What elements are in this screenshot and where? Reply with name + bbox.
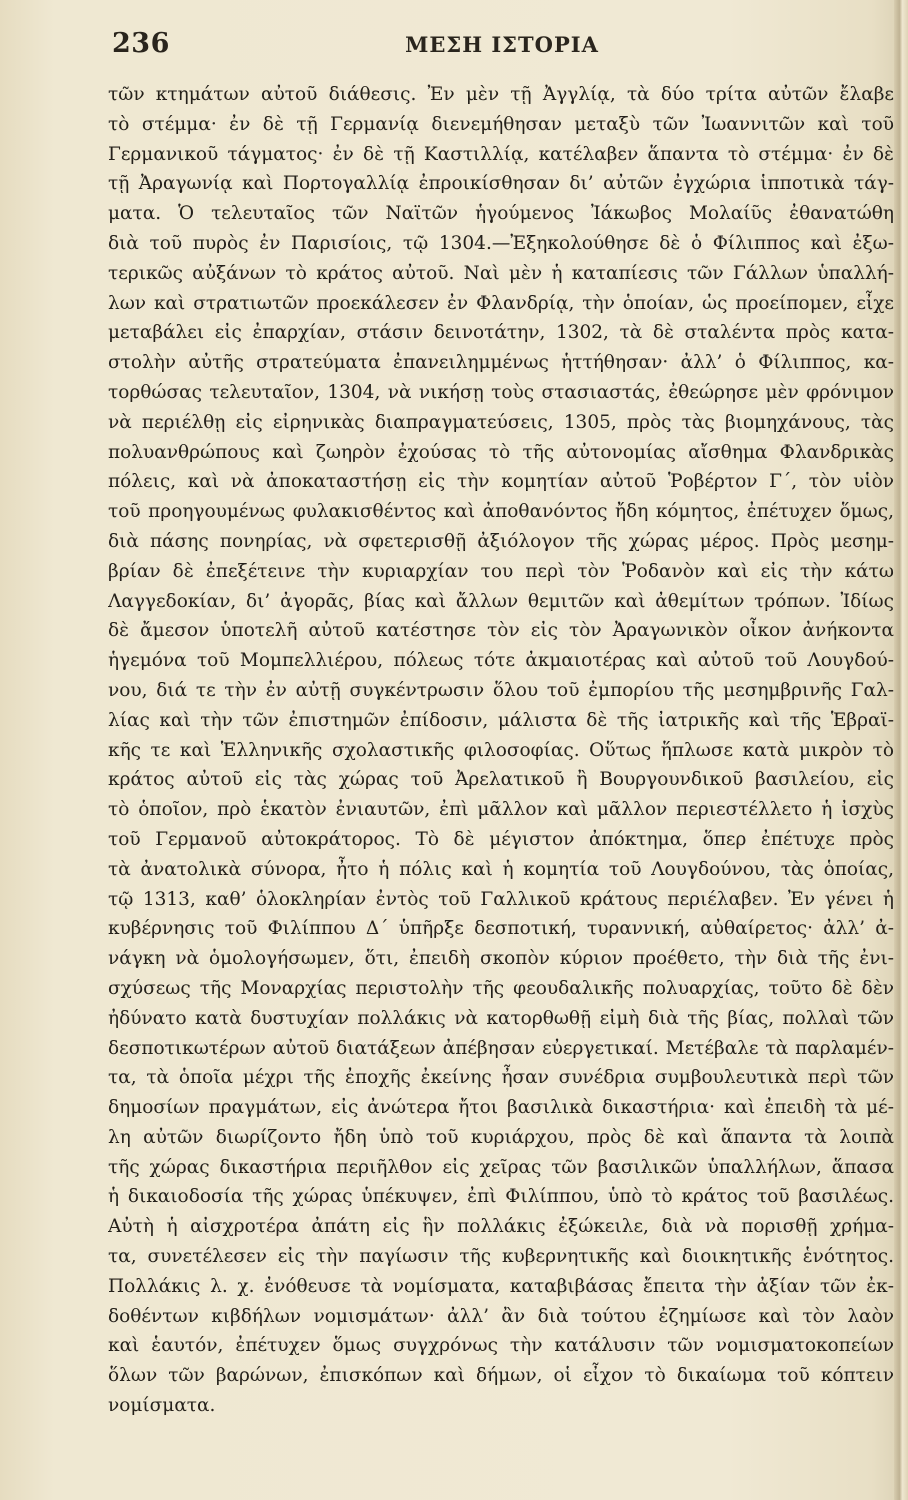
text-line: τῷ 1313, καθ’ ὁλοκληρίαν ἐντὸς τοῦ Γαλλικοῦ κράτους περιέλαβεν. Ἐν γένει ἡ — [108, 888, 894, 910]
page-edge — [894, 0, 908, 1500]
text-line: κράτος αὐτοῦ εἰς τὰς χώρας τοῦ Ἀρελατικοῦ ἢ Βουργουνδικοῦ βασιλείου, εἰς — [108, 769, 894, 791]
text-line: δὲ ἄμεσον ὑποτελῆ αὐτοῦ κατέστησε τὸν εἰς τὸν Ἀραγωνικὸν οἶκον ἀνήκοντα — [108, 620, 894, 642]
text-line: διὰ τοῦ πυρὸς ἐν Παρισίοις, τῷ 1304.—Ἐξηκολούθησε δὲ ὁ Φίλιππος καὶ ἐξω- — [108, 232, 894, 254]
text-line: στολὴν αὐτῆς στρατεύματα ἐπανειλημμένως ἡττήθησαν· ἀλλ’ ὁ Φίλιππος, κα- — [108, 352, 894, 374]
text-line: Λαγγεδοκίαν, δι’ ἀγορᾶς, βίας καὶ ἄλλων θεμιτῶν καὶ ἀθεμίτων τρόπων. Ἰδίως — [108, 590, 894, 612]
text-line: ἡ δικαιοδοσία τῆς χώρας ὑπέκυψεν, ἐπὶ Φιλίππου, ὑπὸ τὸ κράτος τοῦ βασιλέως. — [108, 1186, 894, 1208]
text-line: νάγκη νὰ ὁμολογήσωμεν, ὅτι, ἐπειδὴ σκοπὸν κύριον προέθετο, τὴν διὰ τῆς ἐνι- — [108, 948, 894, 970]
text-line: Γερμανικοῦ τάγματος· ἐν δὲ τῇ Καστιλλίᾳ, κατέλαβεν ἅπαντα τὸ στέμμα· ἐν δὲ — [108, 143, 894, 165]
text-line: λων καὶ στρατιωτῶν προεκάλεσεν ἐν Φλανδρίᾳ, τὴν ὁποίαν, ὡς προείπομεν, εἶχε — [108, 292, 894, 314]
text-line: πόλεις, καὶ νὰ ἀποκαταστήσῃ εἰς τὴν κομητίαν αὐτοῦ Ῥοβέρτον Γ΄, τὸν υἱὸν — [108, 471, 894, 493]
text-line: διὰ πάσης πονηρίας, νὰ σφετερισθῇ ἀξιόλογον τῆς χώρας μέρος. Πρὸς μεσημ- — [108, 530, 894, 552]
text-line: λη αὐτῶν διωρίζοντο ἤδη ὑπὸ τοῦ κυριάρχου, πρὸς δὲ καὶ ἅπαντα τὰ λοιπὰ — [108, 1126, 894, 1148]
text-line: τῇ Ἀραγωνίᾳ καὶ Πορτογαλλίᾳ ἐπροικίσθησαν δι’ αὐτῶν ἐγχώρια ἱπποτικὰ τάγ- — [108, 173, 894, 195]
text-line: τοῦ προηγουμένως φυλακισθέντος καὶ ἀποθανόντος ἤδη κόμητος, ἐπέτυχεν ὅμως, — [108, 501, 894, 523]
text-line: τὸ ὁποῖον, πρὸ ἑκατὸν ἐνιαυτῶν, ἐπὶ μᾶλλον καὶ μᾶλλον περιεστέλλετο ἡ ἰσχὺς — [108, 799, 894, 821]
text-line: τῶν κτημάτων αὐτοῦ διάθεσις. Ἐν μὲν τῇ Ἀγγλίᾳ, τὰ δύο τρίτα αὐτῶν ἔλαβε — [108, 84, 894, 105]
text-line: νου, διά τε τὴν ἐν αὐτῇ συγκέντρωσιν ὅλου τοῦ ἐμπορίου τῆς μεσημβρινῆς Γαλ- — [108, 679, 894, 701]
text-line: τῆς χώρας δικαστήρια περιῆλθον εἰς χεῖρας τῶν βασιλικῶν ὑπαλλήλων, ἅπασα — [108, 1156, 894, 1178]
text-line: ὅλων τῶν βαρώνων, ἐπισκόπων καὶ δήμων, οἱ εἶχον τὸ δικαίωμα τοῦ κόπτειν — [108, 1365, 894, 1387]
body-text — [108, 80, 894, 1421]
page-number: 236 — [112, 28, 170, 59]
text-line: μεταβάλει εἰς ἐπαρχίαν, στάσιν δεινοτάτην, 1302, τὰ δὲ σταλέντα πρὸς κατα- — [108, 322, 894, 344]
text-line: λίας καὶ τὴν τῶν ἐπιστημῶν ἐπίδοσιν, μάλιστα δὲ τῆς ἰατρικῆς καὶ τῆς Ἑβραϊ- — [108, 709, 894, 731]
text-line: ματα. Ὁ τελευταῖος τῶν Ναϊτῶν ἡγούμενος Ἰάκωβος Μολαίῦς ἐθανατώθη — [108, 203, 894, 225]
running-title: ΜΕΣΗ ΙΣΤΟΡΙΑ — [405, 32, 599, 57]
text-line: Πολλάκις λ. χ. ἐνόθευσε τὰ νομίσματα, καταβιβάσας ἔπειτα τὴν ἀξίαν τῶν ἐκ- — [108, 1275, 894, 1297]
text-line: δημοσίων πραγμάτων, εἰς ἀνώτερα ἤτοι βασιλικὰ δικαστήρια· καὶ ἐπειδὴ τὰ μέ- — [108, 1097, 894, 1119]
page-header — [112, 28, 892, 68]
text-line: τορθώσας τελευταῖον, 1304, νὰ νικήσῃ τοὺς στασιαστάς, ἐθεώρησε μὲν φρόνιμον — [108, 381, 894, 403]
text-line: δεσποτικωτέρων αὐτοῦ διατάξεων ἀπέβησαν εὐεργετικαί. Μετέβαλε τὰ παρλαμέν- — [108, 1037, 894, 1059]
text-line: δοθέντων κιβδήλων νομισμάτων· ἀλλ’ ἂν διὰ τούτου ἐζημίωσε καὶ τὸν λαὸν — [108, 1305, 894, 1327]
text-line: κῆς τε καὶ Ἑλληνικῆς σχολαστικῆς φιλοσοφίας. Οὕτως ἥπλωσε κατὰ μικρὸν τὸ — [108, 739, 894, 761]
text-line: τα, τὰ ὁποῖα μέχρι τῆς ἐποχῆς ἐκείνης ἦσαν συνέδρια συμβουλευτικὰ περὶ τῶν — [108, 1067, 894, 1089]
text-line: τὸ στέμμα· ἐν δὲ τῇ Γερμανίᾳ διενεμήθησαν μεταξὺ τῶν Ἰωαννιτῶν καὶ τοῦ — [108, 113, 894, 135]
text-line: σχύσεως τῆς Μοναρχίας περιστολὴν τῆς φεουδαλικῆς πολυαρχίας, τοῦτο δὲ δὲν — [108, 977, 894, 999]
text-line: Αὐτὴ ἡ αἰσχροτέρα ἀπάτη εἰς ἣν πολλάκις ἐξώκειλε, διὰ νὰ πορισθῇ χρήμα- — [108, 1216, 894, 1238]
text-line: βρίαν δὲ ἐπεξέτεινε τὴν κυριαρχίαν του περὶ τὸν Ῥοδανὸν καὶ εἰς τὴν κάτω — [108, 560, 894, 582]
text-line: ἠδύνατο κατὰ δυστυχίαν πολλάκις νὰ κατορθωθῇ εἰμὴ διὰ τῆς βίας, πολλαὶ τῶν — [108, 1007, 894, 1029]
text-line: νὰ περιέλθῃ εἰς εἰρηνικὰς διαπραγματεύσεις, 1305, πρὸς τὰς βιομηχάνους, τὰς — [108, 411, 894, 433]
text-line: τα, συνετέλεσεν εἰς τὴν παγίωσιν τῆς κυβερνητικῆς καὶ διοικητικῆς ἑνότητος. — [108, 1246, 894, 1268]
text-line: καὶ ἑαυτόν, ἐπέτυχεν ὅμως συγχρόνως τὴν κατάλυσιν τῶν νομισματοκοπείων — [108, 1335, 894, 1357]
text-line: νομίσματα. — [108, 1395, 216, 1417]
text-line: τὰ ἀνατολικὰ σύνορα, ἦτο ἡ πόλις καὶ ἡ κομητία τοῦ Λουγδούνου, τὰς ὁποίας, — [108, 858, 894, 880]
text-line: ἡγεμόνα τοῦ Μομπελλιέρου, πόλεως τότε ἀκμαιοτέρας καὶ αὐτοῦ τοῦ Λουγδού- — [108, 650, 894, 672]
text-line: πολυανθρώπους καὶ ζωηρὸν ἐχούσας τὸ τῆς αὐτονομίας αἴσθημα Φλανδρικὰς — [108, 441, 894, 463]
text-line: τοῦ Γερμανοῦ αὐτοκράτορος. Τὸ δὲ μέγιστον ἀπόκτημα, ὅπερ ἐπέτυχε πρὸς — [108, 828, 894, 850]
text-line: τερικῶς αὐξάνων τὸ κράτος αὐτοῦ. Ναὶ μὲν ἡ καταπίεσις τῶν Γάλλων ὑπαλλή- — [108, 262, 894, 284]
text-line: κυβέρνησις τοῦ Φιλίππου Δ΄ ὑπῆρξε δεσποτική, τυραννική, αὐθαίρετος· ἀλλ’ ἀ- — [108, 918, 894, 940]
